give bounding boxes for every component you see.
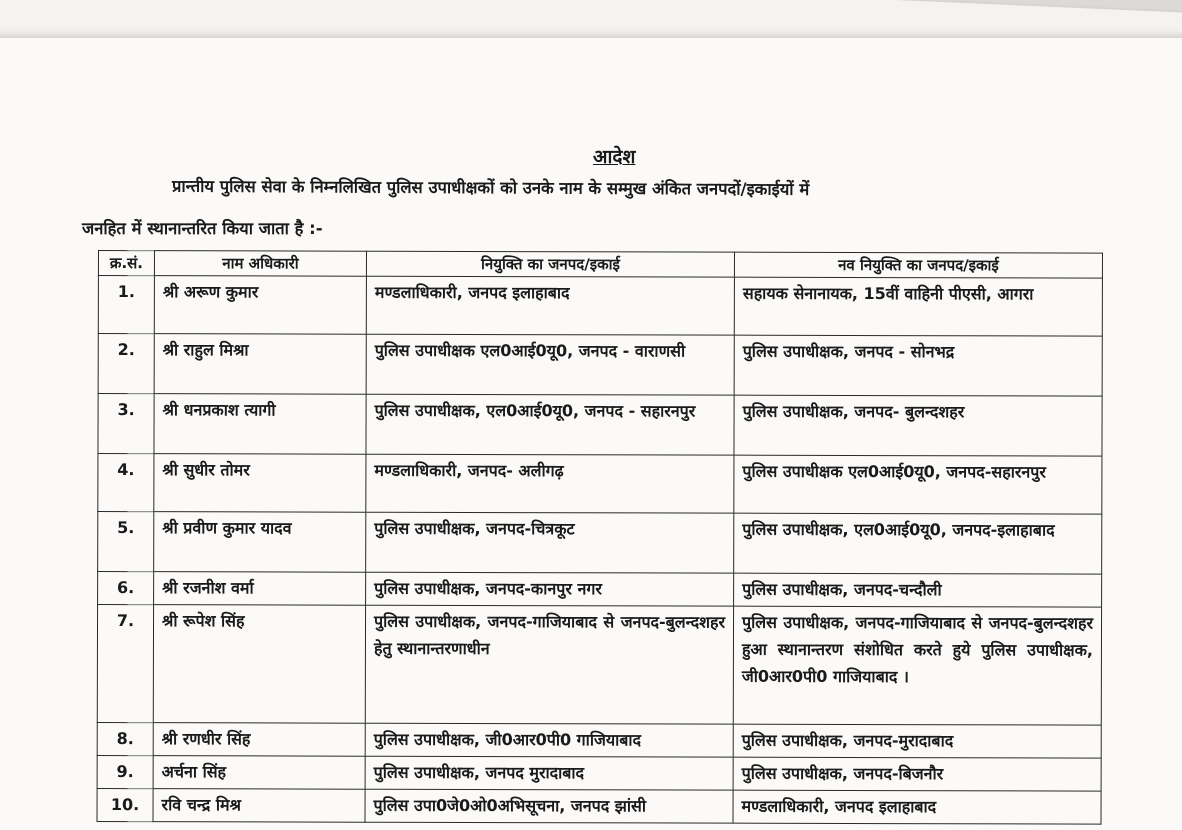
row-new-posting: पुलिस उपाधीक्षक, जनपद - सोनभद्र: [734, 335, 1102, 396]
header-sno: क्र.सं.: [98, 251, 154, 276]
row-sno: 10.: [97, 788, 153, 821]
table-row: [98, 394, 1102, 457]
row-current-posting-text: पुलिस उपाधीक्षक, एल0आई0यू0, जनपद - सहारनपुर: [374, 400, 696, 421]
header-current-posting: नियुक्ति का जनपद/इकाई: [366, 251, 734, 277]
row-sno: 2.: [98, 334, 154, 394]
row-current-posting: [366, 334, 734, 395]
table-row: [97, 788, 1101, 824]
table-header-row: [98, 251, 1102, 279]
row-sno: 1.: [98, 276, 154, 334]
row-current-posting: पुलिस उपाधीक्षक, जनपद मुरादाबाद: [365, 756, 733, 790]
table-row: [97, 605, 1101, 726]
row-officer-name: अर्चना सिंह: [153, 756, 365, 790]
row-officer-name: श्री प्रवीण कुमार यादव: [154, 512, 366, 573]
row-sno: 9.: [97, 755, 153, 788]
row-new-posting: मण्डलाधिकारी, जनपद इलाहाबाद: [733, 790, 1101, 824]
row-officer-name: रवि चन्द्र मिश्र: [153, 789, 365, 823]
row-officer-name: श्री रजनीश वर्मा: [154, 572, 366, 606]
header-new-posting: नव नियुक्ति का जनपद/इकाई: [734, 252, 1102, 278]
row-current-posting: [366, 394, 734, 455]
intro-line-1: प्रान्तीय पुलिस सेवा के निम्नलिखित पुलिस उपाधीक्षकों को उनके नाम के सम्मुख अंकित जनपदों/इकाईयों में: [171, 176, 810, 199]
row-current-posting-text: पुलिस उपाधीक्षक एल0आई0यू0, जनपद - वाराणसी: [374, 340, 686, 361]
row-sno: 6.: [98, 572, 154, 605]
row-new-posting: [733, 606, 1101, 725]
row-officer-name: श्री धनप्रकाश त्यागी: [154, 394, 366, 455]
row-new-posting-text: पुलिस उपाधीक्षक, एल0आई0यू0, जनपद-इलाहाबाद: [742, 519, 1055, 540]
table-row: [98, 572, 1102, 608]
row-officer-name: श्री रणधीर सिंह: [153, 723, 365, 757]
row-sno: 7.: [97, 605, 153, 723]
row-officer-name: श्री राहुल मिश्रा: [154, 334, 366, 395]
row-new-posting-text: पुलिस उपाधीक्षक, जनपद-गाजियाबाद से जनपद-बुलन्दशहर हुआ स्थानान्तरण संशोधित करते हुये पुलिस उपाधीक्षक, जी0आर0पी0 गाजियाबाद ।: [741, 612, 1094, 687]
table-row: [98, 512, 1102, 575]
row-officer-name: श्री रूपेश सिंह: [153, 605, 365, 724]
row-sno: 8.: [97, 722, 153, 755]
transfer-table: [97, 250, 1103, 825]
row-current-posting: पुलिस उपाधीक्षक, जनपद-चित्रकूट: [366, 512, 734, 573]
order-title: आदेश: [593, 146, 636, 168]
row-new-posting-text: सहायक सेनानायक, 15वीं वाहिनी पीएसी, आगरा: [742, 283, 1034, 304]
table-row: [97, 722, 1101, 758]
table-row: [97, 755, 1101, 791]
row-new-posting-text: पुलिस उपाधीक्षक एल0आई0यू0, जनपद-सहारनपुर: [742, 461, 1046, 482]
row-sno: 3.: [98, 394, 154, 454]
row-new-posting: पुलिस उपाधीक्षक, जनपद-मुरादाबाद: [733, 724, 1101, 758]
row-new-posting: [734, 513, 1102, 574]
row-current-posting: मण्डलाधिकारी, जनपद- अलीगढ़: [366, 454, 734, 513]
row-new-posting: पुलिस उपाधीक्षक, जनपद-बिजनौर: [733, 757, 1101, 791]
row-current-posting: पुलिस उपा0जे0ओ0अभिसूचना, जनपद झांसी: [365, 789, 733, 823]
row-new-posting: पुलिस उपाधीक्षक, जनपद-चन्दौली: [734, 573, 1102, 607]
row-officer-name: श्री अरूण कुमार: [154, 276, 366, 335]
intro-line-2: जनहित में स्थानान्तरित किया जाता है :-: [82, 219, 323, 238]
table-row: [98, 276, 1102, 337]
row-new-posting: [734, 455, 1102, 514]
row-current-posting: [365, 605, 733, 724]
row-new-posting: [734, 277, 1102, 336]
table-row: [98, 454, 1102, 515]
row-new-posting: पुलिस उपाधीक्षक, जनपद- बुलन्दशहर: [734, 395, 1102, 456]
row-officer-name: श्री सुधीर तोमर: [154, 454, 366, 513]
row-sno: 4.: [98, 454, 154, 512]
row-sno: 5.: [98, 512, 154, 572]
row-current-posting-text: पुलिस उपाधीक्षक, जनपद-गाजियाबाद से जनपद-बुलन्दशहर हेतु स्थानान्तरणाधीन: [373, 611, 726, 659]
row-current-posting: पुलिस उपाधीक्षक, जनपद-कानपुर नगर: [366, 572, 734, 606]
header-officer-name: नाम अधिकारी: [154, 251, 366, 277]
table-row: [98, 334, 1102, 397]
row-current-posting: मण्डलाधिकारी, जनपद इलाहाबाद: [366, 276, 734, 335]
row-current-posting: पुलिस उपाधीक्षक, जी0आर0पी0 गाजियाबाद: [365, 723, 733, 757]
